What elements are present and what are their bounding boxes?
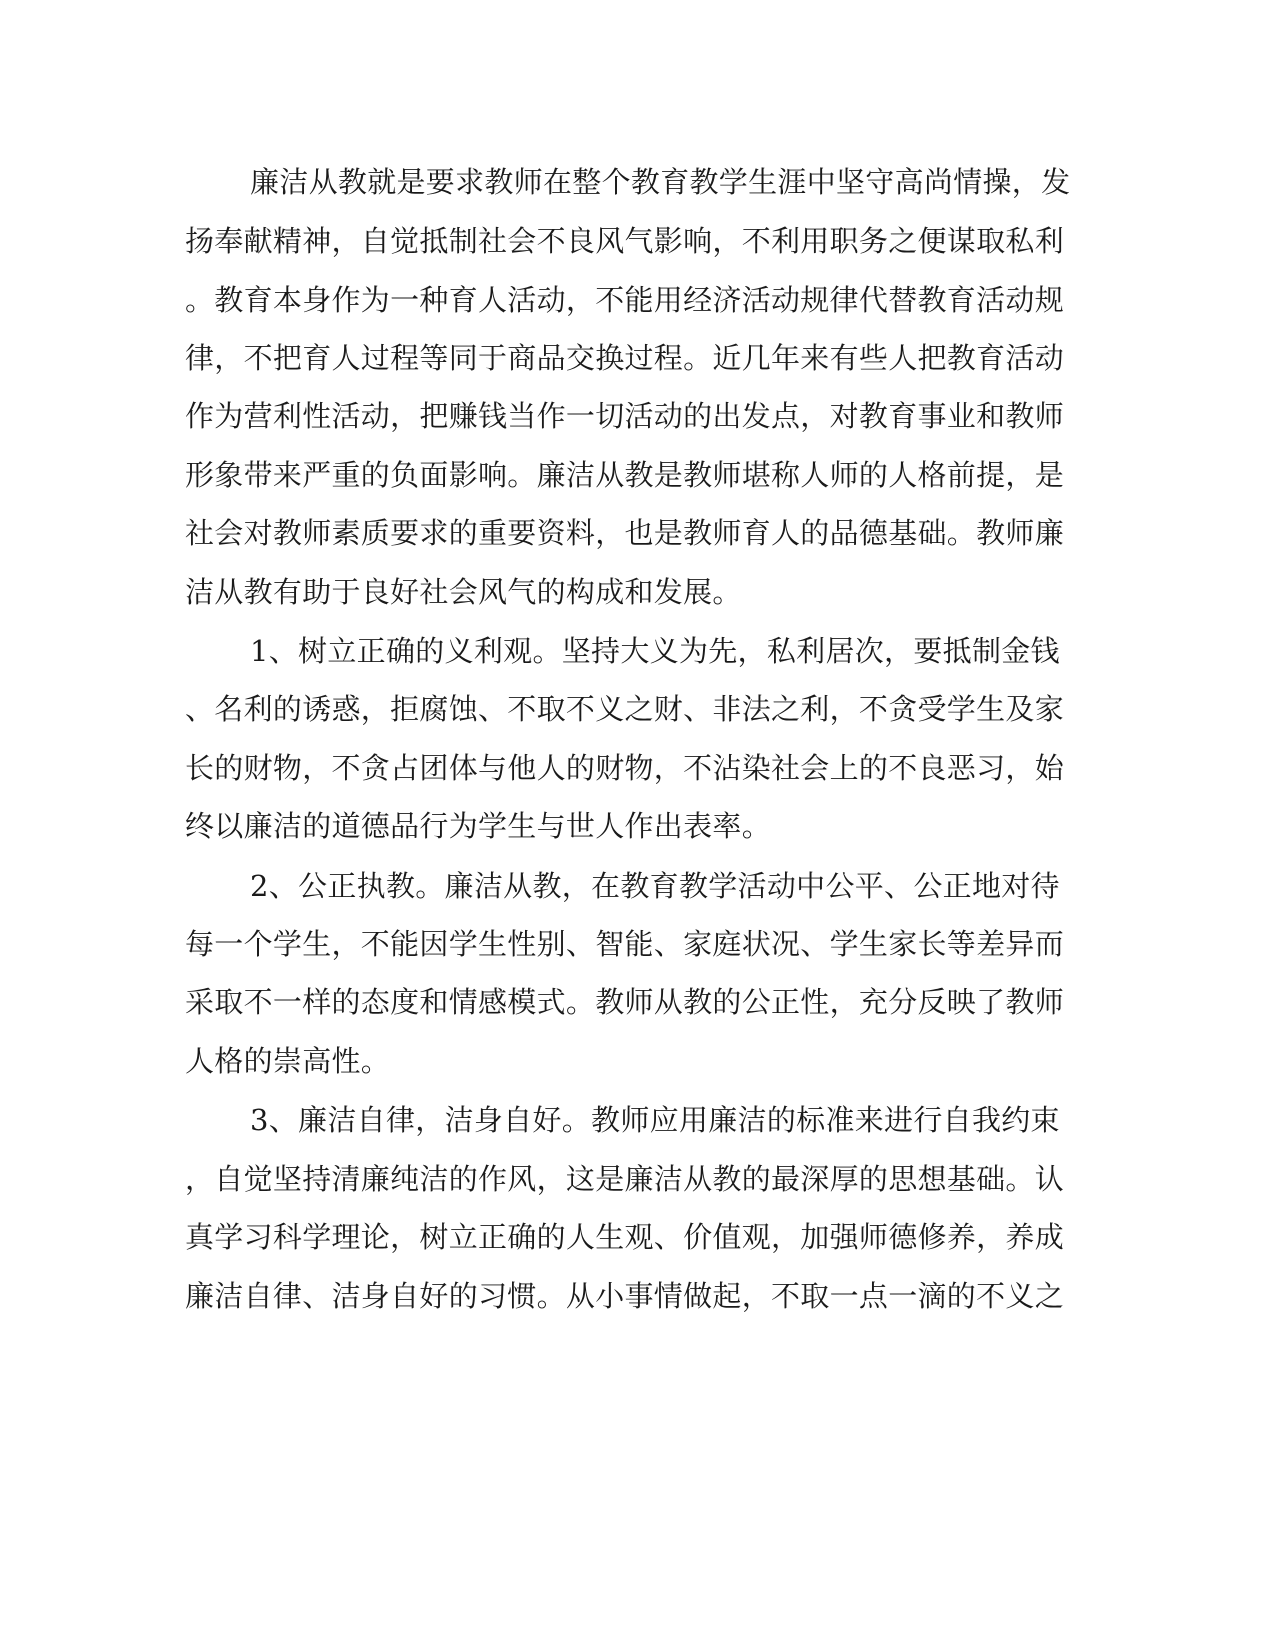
- text-line: 律，不把育人过程等同于商品交换过程。近几年来有些人把教育活动: [185, 341, 1065, 375]
- text-line: ，自觉坚持清廉纯洁的作风，这是廉洁从教的最深厚的思想基础。认: [185, 1162, 1065, 1196]
- text-line: 、名利的诱惑，拒腐蚀、不取不义之财、非法之利，不贪受学生及家: [185, 692, 1065, 726]
- text-line: 形象带来严重的负面影响。廉洁从教是教师堪称人师的人格前提，是: [185, 458, 1065, 492]
- text-line: 1、树立正确的义利观。坚持大义为先，私利居次，要抵制金钱: [250, 634, 1060, 668]
- text-line: 每一个学生，不能因学生性别、智能、家庭状况、学生家长等差异而: [185, 927, 1065, 961]
- text-line: 人格的崇高性。: [185, 1044, 391, 1078]
- text-line: 廉洁从教就是要求教师在整个教育教学生涯中坚守高尚情操，发: [250, 165, 1071, 199]
- text-line: 扬奉献精神，自觉抵制社会不良风气影响，不利用职务之便谋取私利: [185, 224, 1065, 258]
- text-line: 2、公正执教。廉洁从教，在教育教学活动中公平、公正地对待: [250, 869, 1060, 903]
- text-line: 。教育本身作为一种育人活动，不能用经济活动规律代替教育活动规: [185, 283, 1065, 317]
- text-line: 3、廉洁自律，洁身自好。教师应用廉洁的标准来进行自我约束: [250, 1103, 1060, 1137]
- text-line: 作为营利性活动，把赚钱当作一切活动的出发点，对教育事业和教师: [185, 399, 1065, 433]
- text-line: 真学习科学理论，树立正确的人生观、价值观，加强师德修养，养成: [185, 1220, 1065, 1254]
- text-line: 采取不一样的态度和情感模式。教师从教的公正性，充分反映了教师: [185, 985, 1065, 1019]
- text-line: 廉洁自律、洁身自好的习惯。从小事情做起，不取一点一滴的不义之: [185, 1279, 1065, 1313]
- text-line: 长的财物，不贪占团体与他人的财物，不沾染社会上的不良恶习，始: [185, 751, 1065, 785]
- text-line: 洁从教有助于良好社会风气的构成和发展。: [185, 575, 742, 609]
- text-line: 终以廉洁的道德品行为学生与世人作出表率。: [185, 809, 772, 843]
- text-line: 社会对教师素质要求的重要资料，也是教师育人的品德基础。教师廉: [185, 516, 1065, 550]
